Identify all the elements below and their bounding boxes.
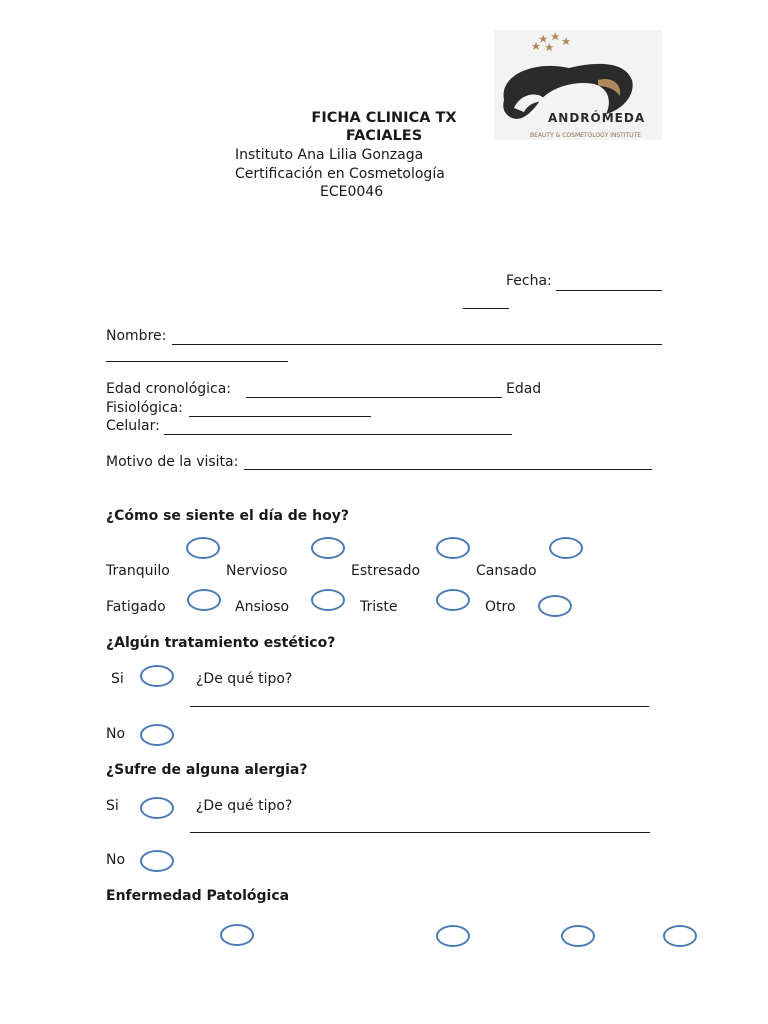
mood-option-otro: Otro [485, 599, 516, 615]
mood-checkbox-ansioso[interactable] [311, 589, 345, 611]
mood-checkbox-cansado[interactable] [549, 537, 583, 559]
stars-icon [532, 32, 570, 51]
certification-code: ECE0046 [320, 184, 384, 200]
mood-option-cansado: Cansado [476, 563, 537, 579]
physiological-age-label-a: Edad [506, 381, 542, 397]
mood-checkbox-fatigado[interactable] [187, 589, 221, 611]
chronological-age-label: Edad cronológica: [106, 381, 232, 397]
pathology-checkbox-2[interactable] [436, 925, 470, 947]
name-field-continued[interactable] [106, 361, 288, 362]
phone-label: Celular: [106, 418, 160, 434]
pathology-checkbox-1[interactable] [220, 924, 254, 946]
mood-checkbox-tranquilo[interactable] [186, 537, 220, 559]
chronological-age-field[interactable] [246, 397, 502, 398]
certification-name: Certificación en Cosmetología [235, 166, 445, 182]
mood-option-nervioso: Nervioso [226, 563, 288, 579]
physiological-age-label-b: Fisiológica: [106, 400, 183, 416]
allergy-no-checkbox[interactable] [140, 850, 174, 872]
treatment-type-field[interactable] [190, 706, 649, 707]
pathology-checkbox-4[interactable] [663, 925, 697, 947]
mood-question: ¿Cómo se siente el día de hoy? [106, 508, 349, 524]
mood-option-tranquilo: Tranquilo [106, 563, 170, 579]
date-label: Fecha: [506, 273, 552, 289]
treatment-no-label: No [106, 726, 126, 742]
mood-checkbox-otro[interactable] [538, 595, 572, 617]
date-field[interactable] [556, 290, 662, 291]
allergy-type-field[interactable] [190, 832, 650, 833]
pathology-heading: Enfermedad Patológica [106, 888, 290, 904]
allergy-no-label: No [106, 852, 126, 868]
logo-brand-text: ANDRÓMEDA [548, 111, 646, 125]
mood-option-ansioso: Ansioso [235, 599, 290, 615]
pathology-checkbox-3[interactable] [561, 925, 595, 947]
mood-option-triste: Triste [360, 599, 398, 615]
logo-tagline-text: BEAUTY & COSMETOLOGY INSTITUTE [530, 132, 642, 139]
name-label: Nombre: [106, 328, 167, 344]
allergy-type-label: ¿De qué tipo? [196, 798, 293, 814]
allergy-yes-checkbox[interactable] [140, 797, 174, 819]
physiological-age-field[interactable] [189, 416, 371, 417]
treatment-yes-checkbox[interactable] [140, 665, 174, 687]
treatment-question: ¿Algún tratamiento estético? [106, 635, 336, 651]
mood-checkbox-estresado[interactable] [436, 537, 470, 559]
treatment-type-label: ¿De qué tipo? [196, 671, 293, 687]
andromeda-logo-graphic [494, 30, 662, 140]
allergy-yes-label: Si [106, 798, 119, 814]
mood-option-fatigado: Fatigado [106, 599, 166, 615]
treatment-no-checkbox[interactable] [140, 724, 174, 746]
form-title-line2: FACIALES [345, 128, 423, 144]
name-field[interactable] [172, 344, 662, 345]
treatment-yes-label: Si [111, 671, 124, 687]
phone-field[interactable] [164, 434, 512, 435]
mood-option-estresado: Estresado [351, 563, 421, 579]
visit-reason-field[interactable] [244, 469, 652, 470]
date-field-continued[interactable] [463, 308, 509, 309]
form-title-line1: FICHA CLINICA TX [311, 110, 457, 126]
mood-checkbox-nervioso[interactable] [311, 537, 345, 559]
mood-checkbox-triste[interactable] [436, 589, 470, 611]
institute-name: Instituto Ana Lilia Gonzaga [235, 147, 424, 163]
allergy-question: ¿Sufre de alguna alergia? [106, 762, 308, 778]
institute-logo [494, 30, 662, 140]
visit-reason-label: Motivo de la visita: [106, 454, 239, 470]
